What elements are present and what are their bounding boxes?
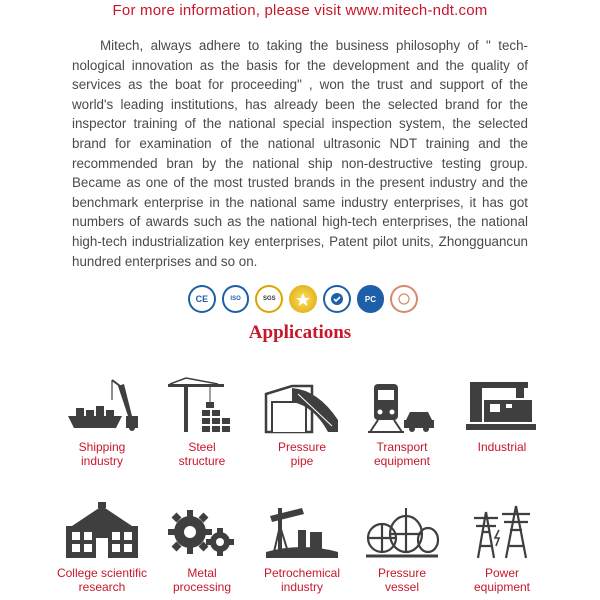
app-shipping-industry bbox=[52, 376, 152, 468]
app-college-scientific-research bbox=[52, 502, 152, 594]
app-pressure-pipe bbox=[252, 376, 352, 468]
ce-mark-text: CE bbox=[195, 294, 209, 304]
pipeline-icon bbox=[262, 376, 342, 436]
company-description: Mitech, always adhere to taking the business philosophy of " tech-nological innovation as the basis for the development and the quality of services as the boat for proceeding" , won the trust and support of the world's leading institutions, has already been the selected brand for the inspector training of the national special inspection system, the selected brand for examination of the national ultrasonic NDT training and the recommended bran by the national ship non-destructive testing group. Became as one of the most trusted brands in the present industry and the benchmark enterprise in the national same industry enterprises, it has got numbers of awards such as the national high-tech enterprises, the national high-tech industrialization key enterprises, Patent pilot units, Zhongguancun hundred enterprises and so on. bbox=[72, 38, 528, 269]
applications-grid bbox=[52, 376, 552, 600]
storage-tanks-icon bbox=[362, 502, 442, 562]
quality-check-icon bbox=[323, 285, 351, 313]
pc-mark-icon bbox=[357, 285, 385, 313]
iso-9001-icon bbox=[222, 285, 250, 313]
app-industrial bbox=[452, 376, 552, 454]
app-label: Pressure vessel bbox=[377, 566, 427, 594]
factory-machine-icon bbox=[462, 376, 542, 436]
website-banner: For more information, please visit www.mitech-ndt.com bbox=[112, 2, 488, 19]
app-label: Petrochemical industry bbox=[263, 566, 341, 594]
iso-text: ISO bbox=[230, 296, 241, 302]
applications-title: Applications bbox=[248, 322, 352, 343]
app-label: Metal processing bbox=[172, 566, 232, 594]
certification-logos bbox=[188, 284, 418, 314]
ship-crane-icon bbox=[62, 376, 142, 436]
app-label: Transport equipment bbox=[373, 440, 431, 468]
app-label: Industrial bbox=[477, 440, 527, 454]
gold-award-icon bbox=[289, 285, 317, 313]
school-building-icon bbox=[62, 502, 142, 562]
sgs-icon bbox=[255, 285, 283, 313]
app-label: Shipping industry bbox=[78, 440, 126, 468]
app-transport-equipment bbox=[352, 376, 452, 468]
oil-pump-icon bbox=[262, 502, 342, 562]
power-tower-icon bbox=[462, 502, 542, 562]
pc-text: PC bbox=[364, 294, 377, 304]
tower-crane-icon bbox=[162, 376, 242, 436]
app-steel-structure bbox=[152, 376, 252, 468]
app-label: College scientific research bbox=[56, 566, 148, 594]
train-car-icon bbox=[362, 376, 442, 436]
seal-icon bbox=[390, 285, 418, 313]
app-pressure-vessel bbox=[352, 502, 452, 594]
app-label: Steel structure bbox=[178, 440, 226, 468]
app-label: Pressure pipe bbox=[277, 440, 327, 468]
gears-icon bbox=[162, 502, 242, 562]
app-petrochemical-industry bbox=[252, 502, 352, 594]
sgs-text: SGS bbox=[263, 296, 276, 302]
app-label: Power equipment bbox=[473, 566, 531, 594]
app-metal-processing bbox=[152, 502, 252, 594]
app-power-equipment bbox=[452, 502, 552, 594]
ce-mark-icon bbox=[188, 285, 216, 313]
